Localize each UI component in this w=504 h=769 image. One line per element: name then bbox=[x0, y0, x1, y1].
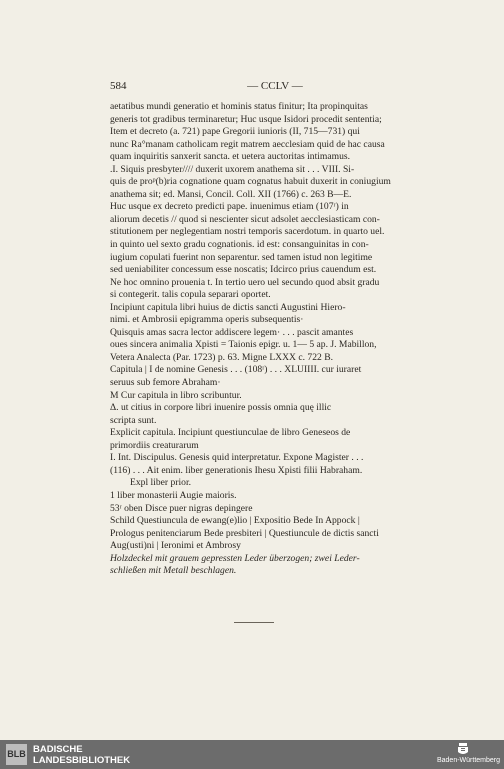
page-header bbox=[110, 80, 440, 94]
text-line: Explicit capitula. Incipiunt questiunculae de libro Geneseos de bbox=[110, 427, 351, 439]
text-line: schließen mit Metall beschlagen. bbox=[110, 565, 237, 577]
text-line: primordiis creaturarum bbox=[110, 439, 199, 451]
text-line: aliorum decetis // quod si nescienter sicut adsolet aecclesiasticam con- bbox=[110, 213, 380, 225]
text-line: Item et decreto (a. 721) pape Gregorii iunioris (II, 715—731) qui bbox=[110, 126, 360, 138]
text-line: M Cur capitula in libro scribuntur. bbox=[110, 389, 242, 401]
text-line: Prologus penitenciarum Bede presbiteri | Questiuncule de dictis sancti bbox=[110, 527, 379, 539]
text-line: 53ʳ oben Disce puer nigras depingere bbox=[110, 502, 253, 514]
text-line: I. Int. Discipulus. Genesis quid interpretatur. Expone Magister . . . bbox=[110, 452, 364, 464]
library-name-line2: LANDESBIBLIOTHEK bbox=[33, 755, 131, 766]
text-line: Expl liber prior. bbox=[130, 477, 192, 489]
text-line: Vetera Analecta (Par. 1723) p. 63. Migne LXXX c. 722 B. bbox=[110, 351, 334, 363]
blb-logo: BLB bbox=[6, 744, 27, 765]
text-line: .I. Siquis presbyter//// duxerit uxorem anathema sit . . . VIII. Si- bbox=[110, 163, 355, 175]
text-line: nimi. et Ambrosii epigramma operis subsequentis· bbox=[110, 314, 304, 326]
text-line: quam inquiritis sanxerit sancta. et uetera auctoritas intimamus. bbox=[110, 151, 351, 163]
text-line: Huc usque ex decreto predicti pape. inuenimus etiam (107ʳ) in bbox=[110, 201, 349, 213]
library-name-line1: BADISCHE bbox=[33, 744, 83, 755]
text-line: Schild Questiuncula de ewang(e)lio | Expositio Bede In Appock | bbox=[110, 515, 360, 527]
text-line: Incipiunt capitula libri huius de dictis sancti Augustini Hiero- bbox=[110, 301, 346, 313]
page-number: 584 bbox=[110, 80, 127, 92]
section-number: — CCLV — bbox=[247, 80, 303, 92]
text-line: Quisquis amas sacra lector addiscere legem· . . . pascit amantes bbox=[110, 326, 354, 338]
library-footer bbox=[0, 740, 504, 769]
text-line: Holzdeckel mit grauem gepressten Leder überzogen; zwei Leder- bbox=[110, 552, 360, 564]
text-line: Capitula | I de nomine Genesis . . . (108ʳ) . . . XLUIIII. cur iuraret bbox=[110, 364, 362, 376]
end-rule bbox=[234, 622, 274, 623]
body-text bbox=[110, 101, 443, 578]
text-line: quis de proᵖ(b)ria cognatione quam cognatus habuit duxerit in coniugium bbox=[110, 176, 391, 188]
text-line: aetatibus mundi generatio et hominis status finitur; Ita propinquitas bbox=[110, 101, 368, 112]
text-line: seruus sub femore Abraham· bbox=[110, 377, 221, 389]
text-line: 1 liber monasterii Augie maioris. bbox=[110, 489, 237, 501]
library-name bbox=[33, 744, 130, 766]
text-line: nunc Ra°manam catholicam regit matrem aecclesiam quid de hac causa bbox=[110, 138, 385, 150]
text-line: iugium copulati fuerint non separentur. sed tamen istud non legitime bbox=[110, 251, 373, 263]
text-line: (116) . . . Ait enim. liber generationis Ihesu Xpisti filii Habraham. bbox=[110, 464, 363, 476]
text-line: Ne hoc omnino prouenia t. In tertio uero uel secundo quod absit gradu bbox=[110, 276, 380, 288]
text-line: in quinto uel sexto gradu cognationis. id est: consanguinitas in con- bbox=[110, 239, 369, 251]
text-line: anathema sit; ed. Mansi, Concil. Coll. XII (1766) c. 263 B—E. bbox=[110, 188, 352, 200]
text-line: si contegerit. talis copula separari oportet. bbox=[110, 289, 271, 301]
text-line: Aug(usti)ni | Ieronimi et Ambrosy bbox=[110, 540, 241, 552]
partner-name: Baden-Württemberg bbox=[436, 757, 500, 764]
text-line: Δ. ut citius in corpore libri inuenire possis omnia quę illic bbox=[110, 402, 332, 414]
text-line: scripta sunt. bbox=[110, 414, 157, 426]
crest-icon bbox=[455, 742, 471, 757]
text-line: generis tot gradibus terminaretur; Huc usque Isidori procedit sententia; bbox=[110, 113, 382, 125]
text-line: oues sincera animalia Xpisti = Taionis epigr. u. 1— 5 ap. J. Mabillon, bbox=[110, 339, 377, 351]
text-line: sed ueniabiliter concessum esse noscatis; Idcirco prius cauendum est. bbox=[110, 264, 377, 276]
text-line: stitutionem per neglegentiam nostri temporis sacerdotum. in quarto uel. bbox=[110, 226, 385, 238]
